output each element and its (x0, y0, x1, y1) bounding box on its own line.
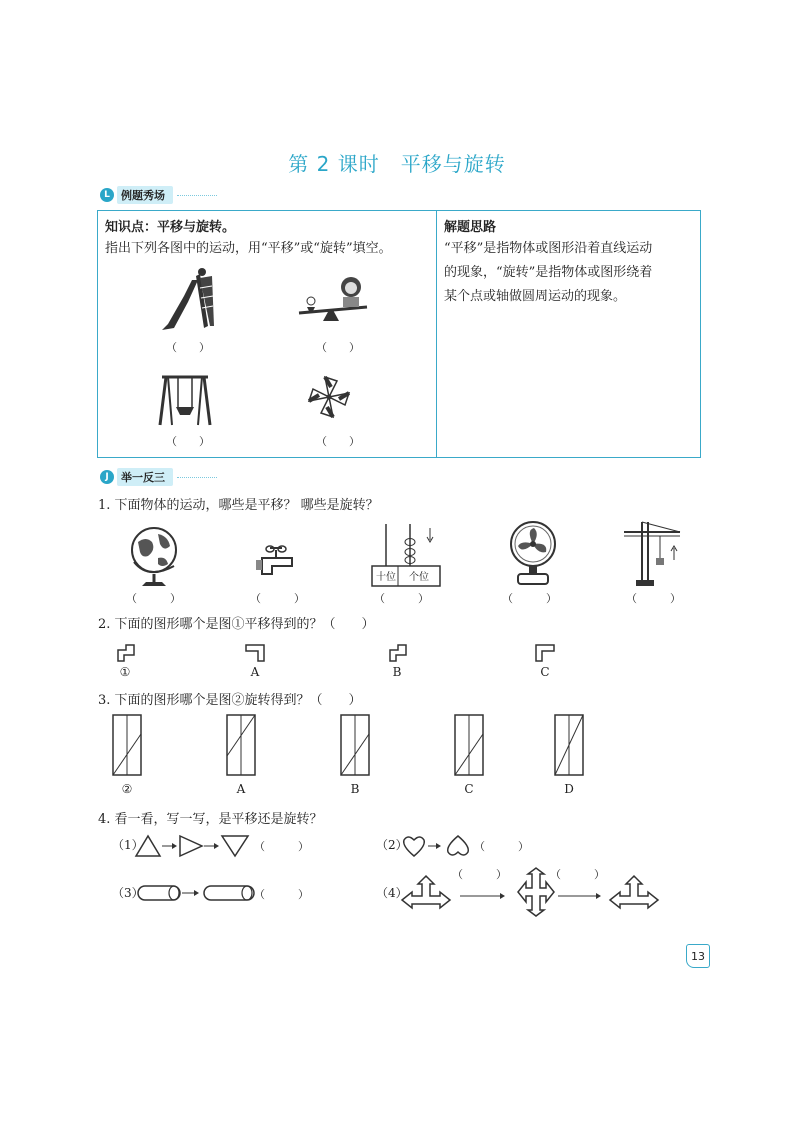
faucet-answer-blank[interactable]: （ ） (250, 592, 305, 605)
box-divider (436, 211, 437, 457)
question-2: 2. 下面的图形哪个是图①平移得到的？（ ） (98, 617, 375, 632)
q4-item-1-shapes (134, 832, 260, 860)
q4-item-4-blank-1[interactable]: （ ） (452, 868, 507, 881)
fan-icon (508, 520, 558, 586)
knowledge-heading: 知识点：平移与旋转。 (105, 220, 236, 235)
q4-item-2-label: （2） (376, 838, 408, 852)
slide-answer-blank[interactable]: （ ） (166, 341, 210, 354)
q4-item-2-blank[interactable]: （ ） (474, 840, 529, 853)
q4-item-3-label: （3） (112, 886, 144, 900)
question-3: 3. 下面的图形哪个是图②旋转得到？（ ） (98, 693, 362, 708)
abacus-ones-label: 个位 (409, 572, 429, 583)
shape-b-label: B (392, 665, 402, 679)
q4-item-3-blank[interactable]: （ ） (254, 888, 309, 901)
section-letter: J (100, 470, 114, 484)
hint-line: 的现象，“旋转”是指物体或图形绕着 (444, 265, 653, 280)
swing-answer-blank[interactable]: （ ） (166, 435, 210, 448)
slide-icon (158, 266, 218, 336)
page-number: 13 (686, 944, 710, 968)
seesaw-icon (293, 273, 373, 323)
globe-answer-blank[interactable]: （ ） (126, 592, 181, 605)
rect-2-label: ② (121, 782, 133, 796)
q4-item-4-label: （4） (376, 886, 408, 900)
q4-item-4-blank-2[interactable]: （ ） (550, 868, 605, 881)
crane-icon (622, 518, 682, 588)
hint-line: “平移”是指物体或图形沿着直线运动 (444, 241, 653, 256)
rect-a-label: A (236, 782, 246, 796)
crane-answer-blank[interactable]: （ ） (626, 592, 681, 605)
seesaw-answer-blank[interactable]: （ ） (316, 341, 360, 354)
section-label: 举一反三 (117, 468, 173, 486)
shape-c-label: C (540, 665, 550, 679)
fan-answer-blank[interactable]: （ ） (502, 592, 557, 605)
faucet-icon (254, 544, 298, 584)
section-tag-example (100, 186, 217, 204)
page-title: 第 2 课时 平移与旋转 (288, 152, 506, 176)
section-letter: L (100, 188, 114, 202)
question-4: 4. 看一看，写一写，是平移还是旋转？ (98, 812, 323, 827)
rect-b-label: B (350, 782, 360, 796)
rect-shape-2 (112, 714, 142, 776)
question-1: 1. 下面物体的运动，哪些是平移？ 哪些是旋转？ (98, 498, 379, 513)
q4-item-1-blank[interactable]: （ ） (254, 840, 309, 853)
rect-shape-b (340, 714, 370, 776)
pinwheel-icon (303, 371, 355, 423)
dotted-trail (177, 195, 217, 196)
swing-icon (158, 371, 212, 427)
abacus-answer-blank[interactable]: （ ） (374, 592, 429, 605)
hint-line: 某个点或轴做圆周运动的现象。 (444, 289, 627, 304)
shape-1-label: ① (119, 665, 131, 679)
rect-shape-d (554, 714, 584, 776)
shape-a (244, 643, 266, 663)
globe-icon (128, 522, 182, 588)
rect-d-label: D (564, 782, 574, 796)
abacus-tens-label: 十位 (376, 572, 396, 583)
shape-b (386, 643, 408, 663)
q4-item-3-shapes (134, 880, 260, 906)
shape-1 (114, 643, 136, 663)
example-box (97, 210, 701, 458)
rect-shape-a (226, 714, 256, 776)
section-label: 例题秀场 (117, 186, 173, 204)
q4-item-2-shapes (400, 832, 476, 860)
example-instruction: 指出下列各图中的运动，用“平移”或“旋转”填空。 (105, 241, 392, 256)
rect-c-label: C (464, 782, 474, 796)
pinwheel-answer-blank[interactable]: （ ） (316, 435, 360, 448)
section-tag-practice (100, 468, 217, 486)
shape-c (534, 643, 556, 663)
dotted-trail (177, 477, 217, 478)
shape-a-label: A (250, 665, 260, 679)
hint-title: 解题思路 (444, 220, 497, 235)
rect-shape-c (454, 714, 484, 776)
q4-item-4-shapes (400, 866, 664, 918)
q4-item-1-label: （1） (112, 838, 144, 852)
